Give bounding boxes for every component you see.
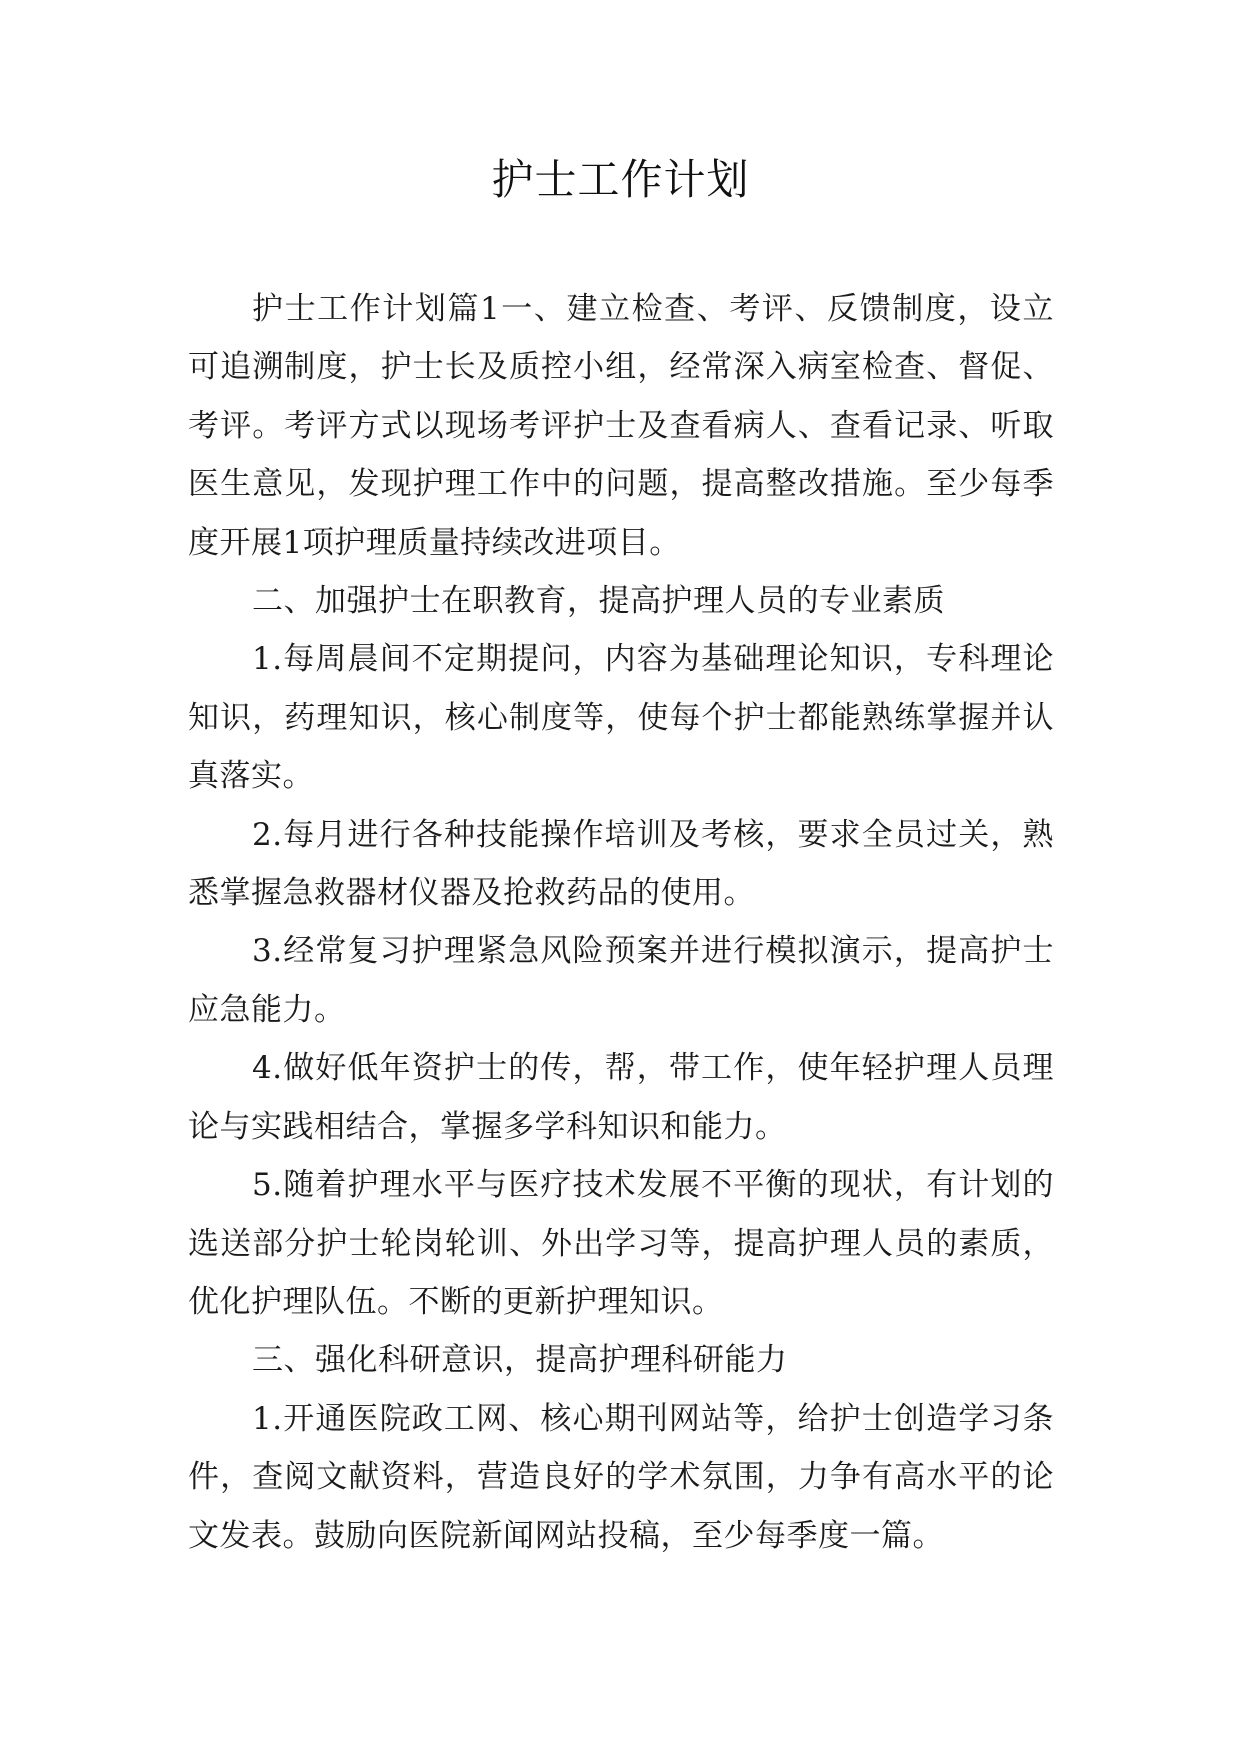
paragraph-2-heading: 二、加强护士在职教育，提高护理人员的专业素质 bbox=[252, 583, 945, 620]
paragraph-8-heading: 三、强化科研意识，提高护理科研能力 bbox=[252, 1342, 788, 1379]
document-body bbox=[188, 280, 1054, 1565]
paragraph-7: 5.随着护理水平与医疗技术发展不平衡的现状，有计划的选送部分护士轮岗轮训、外出学习等，提高护理人员的素质，优化护理队伍。不断的更新护理知识。 bbox=[188, 1167, 1054, 1320]
document-title: 护士工作计划 bbox=[491, 155, 750, 204]
paragraph-4: 2.每月进行各种技能操作培训及考核，要求全员过关，熟悉掌握急救器材仪器及抢救药品的使用。 bbox=[188, 816, 1054, 912]
paragraph-5: 3.经常复习护理紧急风险预案并进行模拟演示，提高护士应急能力。 bbox=[188, 933, 1054, 1028]
paragraph-1: 护士工作计划篇1一、建立检查、考评、反馈制度，设立可追溯制度，护士长及质控小组，经常深入病室检查、督促、考评。考评方式以现场考评护士及查看病人、查看记录、听取医生意见，发现护理工作中的问题，提高整改措施。至少每季度开展1项护理质量持续改进项目。 bbox=[188, 291, 1054, 561]
paragraph-9: 1.开通医院政工网、核心期刊网站等，给护士创造学习条件，查阅文献资料，营造良好的学术氛围，力争有高水平的论文发表。鼓励向医院新闻网站投稿，至少每季度一篇。 bbox=[188, 1400, 1054, 1554]
paragraph-6: 4.做好低年资护士的传，帮，带工作，使年轻护理人员理论与实践相结合，掌握多学科知识和能力。 bbox=[188, 1050, 1054, 1145]
paragraph-3: 1.每周晨间不定期提问，内容为基础理论知识，专科理论知识，药理知识，核心制度等，使每个护士都能熟练掌握并认真落实。 bbox=[188, 641, 1054, 795]
